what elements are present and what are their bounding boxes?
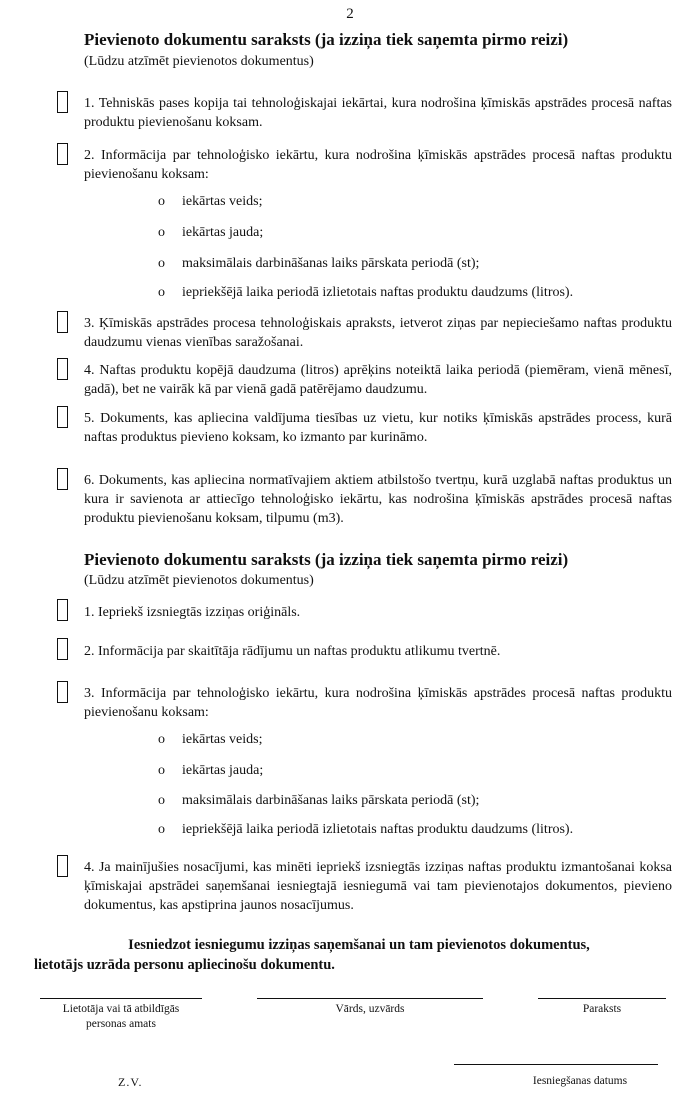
checkbox-s1-item-1[interactable] — [57, 91, 68, 113]
checkbox-s2-item-3[interactable] — [57, 681, 68, 703]
s2-item-1-text: 1. Iepriekš izsniegtās izziņas oriģināls. — [84, 605, 301, 620]
s1-item-1-text: 1. Tehniskās pases kopija tai tehnoloģiskajai iekārtai, kura nodrošina ķīmiskās apstrādes procesā naftas produktu pievienošanu koksam. — [84, 96, 672, 130]
s1-item-5-text: 5. Dokuments, kas apliecina valdījuma tiesības uz vietu, kur notiks ķīmiskās apstrādes process, kurā naftas produktus pievieno koksam, ko izmanto par kurināmo. — [84, 411, 672, 445]
checkbox-s1-item-5[interactable] — [57, 406, 68, 428]
s1-sub-item-1: o iekārtas veids; — [158, 194, 263, 209]
checkbox-s1-item-2[interactable] — [57, 143, 68, 165]
bullet-icon: o — [158, 285, 165, 300]
checkbox-s1-item-4[interactable] — [57, 358, 68, 380]
notice-line-2: lietotājs uzrāda personu apliecinošu dokumentu. — [34, 957, 335, 973]
s1-item-6-text: 6. Dokuments, kas apliecina normatīvajiem aktiem atbilstošo tvertņu, kurā uzglabā naftas produktus un kura ir savienota ar attiecīgo tehnoloģisko iekārtu, kas nodrošina ķīmiskās apstrādes procesā naftas produktu pievienošanu koksam, tilpumu (m3). — [84, 473, 672, 526]
checkbox-s1-item-3[interactable] — [57, 311, 68, 333]
s2-item-4-text: 4. Ja mainījušies nosacījumi, kas minēti iepriekš izsniegtās izziņas naftas produktu izmantošanai koksa ķīmiskajai apstrādei saņemšanai iesniegtajā iesniegumā vai tam pievienotajos dokumentos, pievieno dokumentus, kas apstiprina jaunos nosacījumus. — [84, 860, 672, 913]
bullet-icon: o — [158, 793, 165, 808]
section1-title: Pievienoto dokumentu saraksts (ja izziņa tiek saņemta pirmo reizi) — [84, 30, 569, 49]
s2-sub-item-1: o iekārtas veids; — [158, 732, 263, 747]
signature-label: Paraksts — [582, 1003, 622, 1015]
checkbox-s1-item-6[interactable] — [57, 468, 68, 490]
s1-sub-item-2: o iekārtas jauda; — [158, 225, 264, 240]
s1-sub-item-3: o maksimālais darbināšanas laiks pārskata periodā (st); — [158, 256, 480, 271]
bullet-icon: o — [158, 225, 165, 240]
section2-subtitle: (Lūdzu atzīmēt pievienotos dokumentus) — [84, 573, 314, 588]
name-label: Vārds, uzvārds — [335, 1003, 405, 1015]
stamp-label: Z.V. — [118, 1075, 143, 1089]
s2-sub-item-2: o iekārtas jauda; — [158, 763, 264, 778]
bullet-icon: o — [158, 732, 165, 747]
bullet-icon: o — [158, 194, 165, 209]
checkbox-s2-item-2[interactable] — [57, 638, 68, 660]
bullet-icon: o — [158, 822, 165, 837]
bullet-icon: o — [158, 256, 165, 271]
checkbox-s2-item-1[interactable] — [57, 599, 68, 621]
s1-sub-item-4: o iepriekšējā laika periodā izlietotais naftas produktu daudzums (litros). — [158, 285, 574, 300]
page-number: 2 — [346, 6, 354, 22]
name-signature-line — [257, 998, 483, 999]
signature-line — [538, 998, 666, 999]
s1-item-4-text: 4. Naftas produktu kopējā daudzuma (litros) aprēķins noteiktā laika periodā (piemēram, vienā mēnesī, gadā), bet ne vairāk kā par vienā gadā patērējamo daudzumu. — [84, 363, 672, 397]
bullet-icon: o — [158, 763, 165, 778]
checkbox-s2-item-4[interactable] — [57, 855, 68, 877]
s1-item-2-text: 2. Informācija par tehnoloģisko iekārtu, kura nodrošina ķīmiskās apstrādes procesā naftas produktu pievienošanu koksam: — [84, 148, 672, 182]
date-signature-line — [454, 1064, 658, 1065]
s2-sub-item-4: o iepriekšējā laika periodā izlietotais naftas produktu daudzums (litros). — [158, 822, 574, 837]
section1-subtitle: (Lūdzu atzīmēt pievienotos dokumentus) — [84, 54, 314, 69]
s2-sub-item-3: o maksimālais darbināšanas laiks pārskata periodā (st); — [158, 793, 480, 808]
date-label: Iesniegšanas datums — [532, 1075, 628, 1087]
notice-line-1: Iesniedzot iesniegumu izziņas saņemšanai un tam pievienotos dokumentus, — [128, 937, 590, 953]
s2-item-3-text: 3. Informācija par tehnoloģisko iekārtu, kura nodrošina ķīmiskās apstrādes procesā naftas produktu pievienošanu koksam: — [84, 686, 672, 720]
position-label: Lietotāja vai tā atbildīgās personas amats — [62, 1003, 180, 1030]
id-notice — [0, 935, 700, 975]
section2-title: Pievienoto dokumentu saraksts (ja izziņa tiek saņemta pirmo reizi) — [84, 550, 569, 569]
position-signature-line — [40, 998, 202, 999]
s2-item-2-text: 2. Informācija par skaitītāja rādījumu un naftas produktu atlikumu tvertnē. — [84, 644, 501, 659]
s1-item-3-text: 3. Ķīmiskās apstrādes procesa tehnoloģiskais apraksts, ietverot ziņas par nepieciešamo naftas produktu daudzumu vienas vienības saražošanai. — [84, 316, 672, 350]
